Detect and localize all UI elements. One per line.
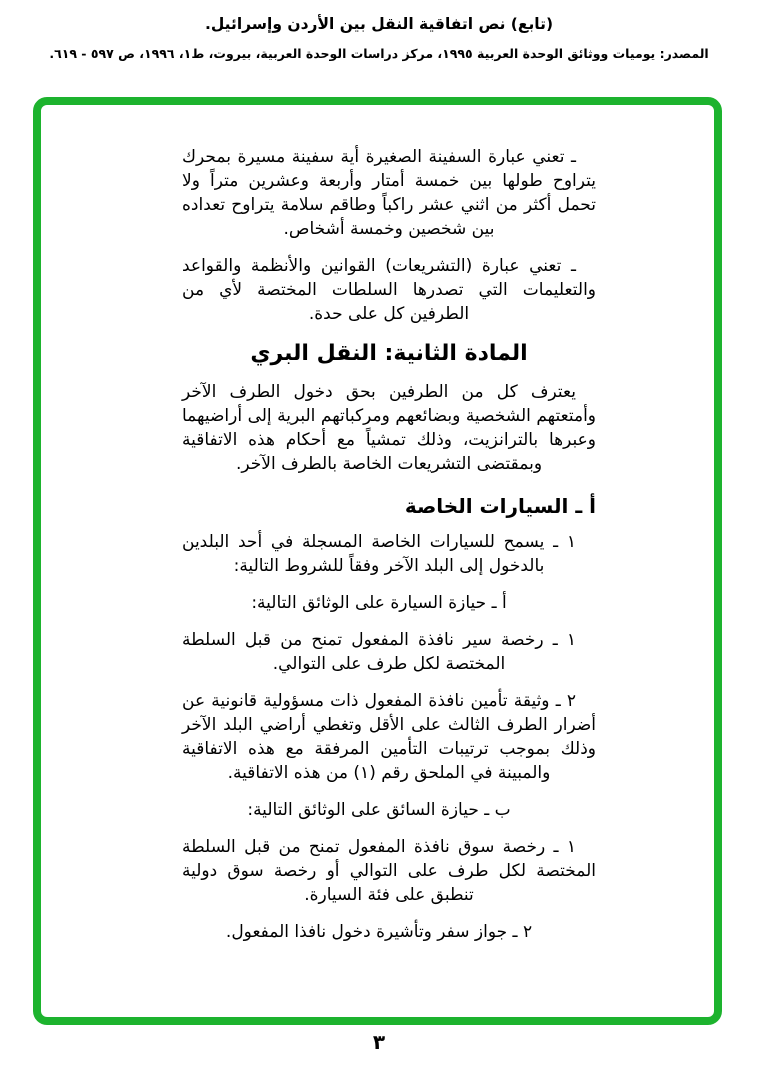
list-item: ١ ـ رخصة سوق نافذة المفعول تمنح من قبل السلطة المختصة لكل طرف على التوالي أو رخصة سوق دولية تنطبق على فئة السيارة. <box>182 837 596 905</box>
article-heading: المادة الثانية: النقل البري <box>250 341 528 366</box>
document-frame <box>33 97 722 1025</box>
list-item: ٢ ـ وثيقة تأمين نافذة المفعول ذات مسؤولية قانونية عن أضرار الطرف الثالث على الأقل وتغطي أراضي البلد الآخر وذلك بموجب ترتيبات التأمين المرفقة مع هذه الاتفاقية والمبينة في الملحق رقم (١) من هذه الاتفاقية. <box>182 691 596 783</box>
list-item: ٢ ـ جواز سفر وتأشيرة دخول نافذا المفعول. <box>225 922 533 942</box>
article-intro-paragraph: يعترف كل من الطرفين بحق دخول الطرف الآخر وأمتعتهم الشخصية وبضائعهم ومركباتهم البرية إلى أراضيهما وعبرها بالترانزيت، وذلك تمشياً مع أحكام هذه الاتفاقية وبمقتضى التشريعات الخاصة بالطرف الآخر. <box>182 382 596 474</box>
document-title: (تابع) نص اتفاقية النقل بين الأردن وإسرائيل. <box>204 15 554 33</box>
clause-intro-paragraph: ١ ـ يسمح للسيارات الخاصة المسجلة في أحد البلدين بالدخول إلى البلد الآخر وفقاً للشروط التالية: <box>182 532 576 576</box>
sub-heading-a: أ ـ حيازة السيارة على الوثائق التالية: <box>251 593 507 613</box>
page-number: ٣ <box>372 1030 386 1054</box>
text-column <box>182 145 596 944</box>
sub-heading-b: ب ـ حيازة السائق على الوثائق التالية: <box>247 800 511 820</box>
page-header <box>0 14 758 62</box>
document-source: المصدر: يوميات ووثائق الوحدة العربية ١٩٩٥، مركز دراسات الوحدة العربية، بيروت، ط١، ١٩٩٦، ص ٥٩٧ - ٦١٩. <box>49 46 709 62</box>
definition-paragraph: ـ تعني عبارة (التشريعات) القوانين والأنظمة والقواعد والتعليمات التي تصدرها السلطات المختصة لأي من الطرفين كل على حدة. <box>182 256 596 324</box>
list-item: ١ ـ رخصة سير نافذة المفعول تمنح من قبل السلطة المختصة لكل طرف على التوالي. <box>182 630 576 674</box>
section-heading: أ ـ السيارات الخاصة <box>404 494 596 518</box>
definition-paragraph: ـ تعني عبارة السفينة الصغيرة أية سفينة مسيرة بمحرك يتراوح طولها بين خمسة أمتار وأربعة وعشرين متراً ولا تحمل أكثر من اثني عشر راكباً وطاقم سلامة يتراوح تعداده بين شخصين وخمسة أشخاص. <box>182 147 596 239</box>
